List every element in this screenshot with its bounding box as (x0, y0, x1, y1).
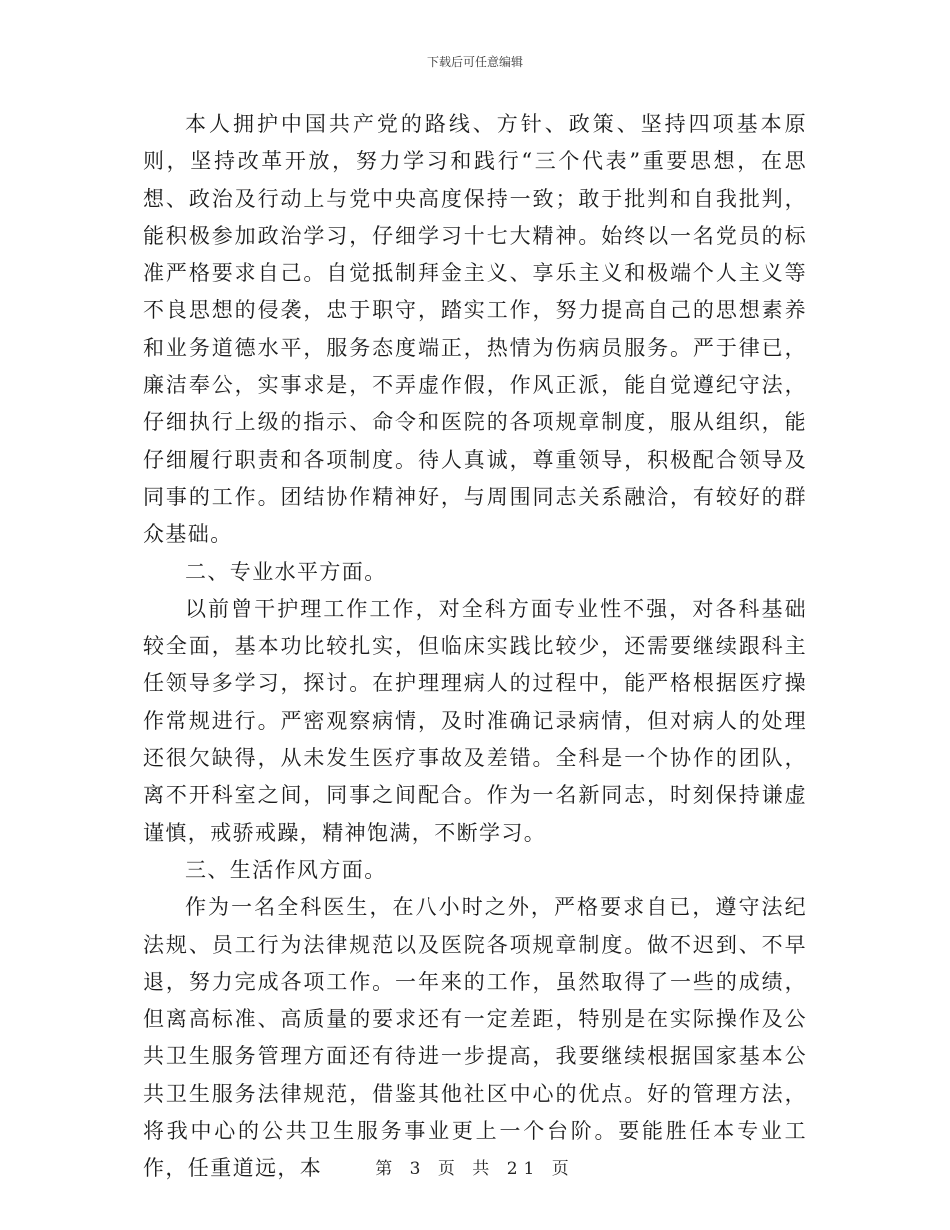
section-heading-professional: 二、专业水平方面。 (185, 559, 387, 584)
document-body (143, 106, 807, 1188)
paragraph-professional: 以前曾干护理工作工作，对全科方面专业性不强，对各科基础较全面，基本功比较扎实，但临床实践比较少，还需要继续跟科主任领导多学习，探讨。在护理理病人的过程中，能严格根据医疗操作常规进行。严密观察病情，及时准确记录病情，但对病人的处理还很欠缺得，从未发生医疗事故及差错。全科是一个协作的团队，离不开科室之间，同事之间配合。作为一名新同志，时刻保持谦虚谨慎，戒骄戒躁，精神饱满，不断学习。 (143, 596, 807, 845)
section-heading-lifestyle: 三、生活作风方面。 (185, 857, 387, 882)
page-header: 下载后可任意编辑 (426, 55, 523, 69)
paragraph-political: 本人拥护中国共产党的路线、方针、政策、坚持四项基本原则，坚持改革开放，努力学习和践行“三个代表”重要思想，在思想、政治及行动上与党中央高度保持一致；敢于批判和自我批判，能积极参加政治学习，仔细学习十七大精神。始终以一名党员的标准严格要求自己。自觉抵制拜金主义、享乐主义和极端个人主义等不良思想的侵袭，忠于职守，踏实工作，努力提高自己的思想素养和业务道德水平，服务态度端正，热情为伤病员服务。严于律已，廉洁奉公，实事求是，不弄虚作假，作风正派，能自觉遵纪守法，仔细执行上级的指示、命令和医院的各项规章制度，服从组织，能仔细履行职责和各项制度。待人真诚，尊重领导，积极配合领导及同事的工作。团结协作精神好，与周围同志关系融洽，有较好的群众基础。 (143, 112, 807, 547)
page-number-footer: 第 3 页 共 21 页 (375, 1159, 575, 1179)
paragraph-lifestyle: 作为一名全科医生，在八小时之外，严格要求自已，遵守法纪法规、员工行为法律规范以及医院各项规章制度。做不迟到、不早退，努力完成各项工作。一年来的工作，虽然取得了一些的成绩，但离高标准、高质量的要求还有一定差距，特别是在实际操作及公共卫生服务管理方面还有待进一步提高，我要继续根据国家基本公共卫生服务法律规范，借鉴其他社区中心的优点。好的管理方法，将我中心的公共卫生服务事业更上一个台阶。要能胜任本专业工作，任重道远，本 (143, 895, 807, 1181)
